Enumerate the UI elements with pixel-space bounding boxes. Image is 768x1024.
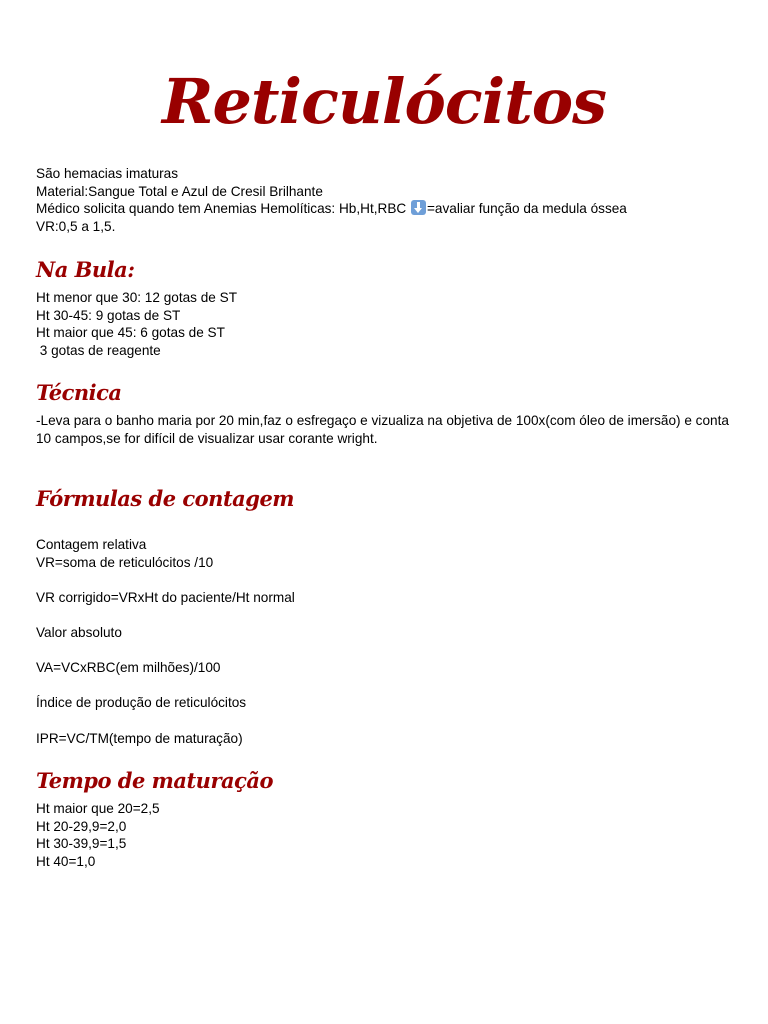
section-heading-tecnica: Técnica <box>36 380 122 405</box>
list-item: Ht maior que 45: 6 gotas de ST <box>36 325 225 341</box>
intro-line-part: Médico solicita quando tem Anemias Hemolíticas: Hb,Ht,RBC <box>36 201 410 217</box>
list-item: Ht menor que 30: 12 gotas de ST <box>36 290 238 305</box>
list-item: VA=VCxRBC(em milhões)/100 <box>36 660 221 676</box>
paragraph: -Leva para o banho maria por 20 min,faz o esfregaço e vizualiza na objetiva de 100x(com óleo de imersão) e conta 10 campos,se for difícil de visualizar usar corante wright. <box>36 413 733 446</box>
bula-section <box>36 289 736 359</box>
list-item: 3 gotas de reagente <box>36 342 161 358</box>
page-title: Reticulócitos <box>161 65 607 138</box>
list-item: Ht 40=1,0 <box>36 853 96 869</box>
list-item: Índice de produção de reticulócitos <box>36 695 247 711</box>
intro-line-with-icon <box>36 200 736 218</box>
down-arrow-icon <box>411 200 426 215</box>
intro-line-part: =avaliar função da medula óssea <box>426 201 627 217</box>
list-item: Ht 30-45: 9 gotas de ST <box>36 307 181 323</box>
list-item: VR corrigido=VRxHt do paciente/Ht normal <box>36 589 295 605</box>
intro-line: São hemacias imaturas <box>36 166 179 181</box>
list-item: VR=soma de reticulócitos /10 <box>36 554 214 570</box>
section-heading-bula: Na Bula: <box>36 257 135 282</box>
maturacao-section <box>36 800 736 870</box>
intro-line: VR:0,5 a 1,5. <box>36 218 116 234</box>
section-heading-maturacao: Tempo de maturação <box>36 768 274 793</box>
tecnica-section <box>36 412 736 447</box>
list-item: Contagem relativa <box>36 537 147 552</box>
formulas-section <box>36 536 736 747</box>
list-item: Valor absoluto <box>36 624 122 640</box>
intro-line: Material:Sangue Total e Azul de Cresil Brilhante <box>36 183 323 199</box>
list-item: IPR=VC/TM(tempo de maturação) <box>36 730 243 746</box>
list-item: Ht maior que 20=2,5 <box>36 801 160 816</box>
section-heading-formulas: Fórmulas de contagem <box>36 486 295 511</box>
list-item: Ht 30-39,9=1,5 <box>36 836 127 852</box>
intro-section <box>36 165 736 235</box>
list-item: Ht 20-29,9=2,0 <box>36 818 127 834</box>
